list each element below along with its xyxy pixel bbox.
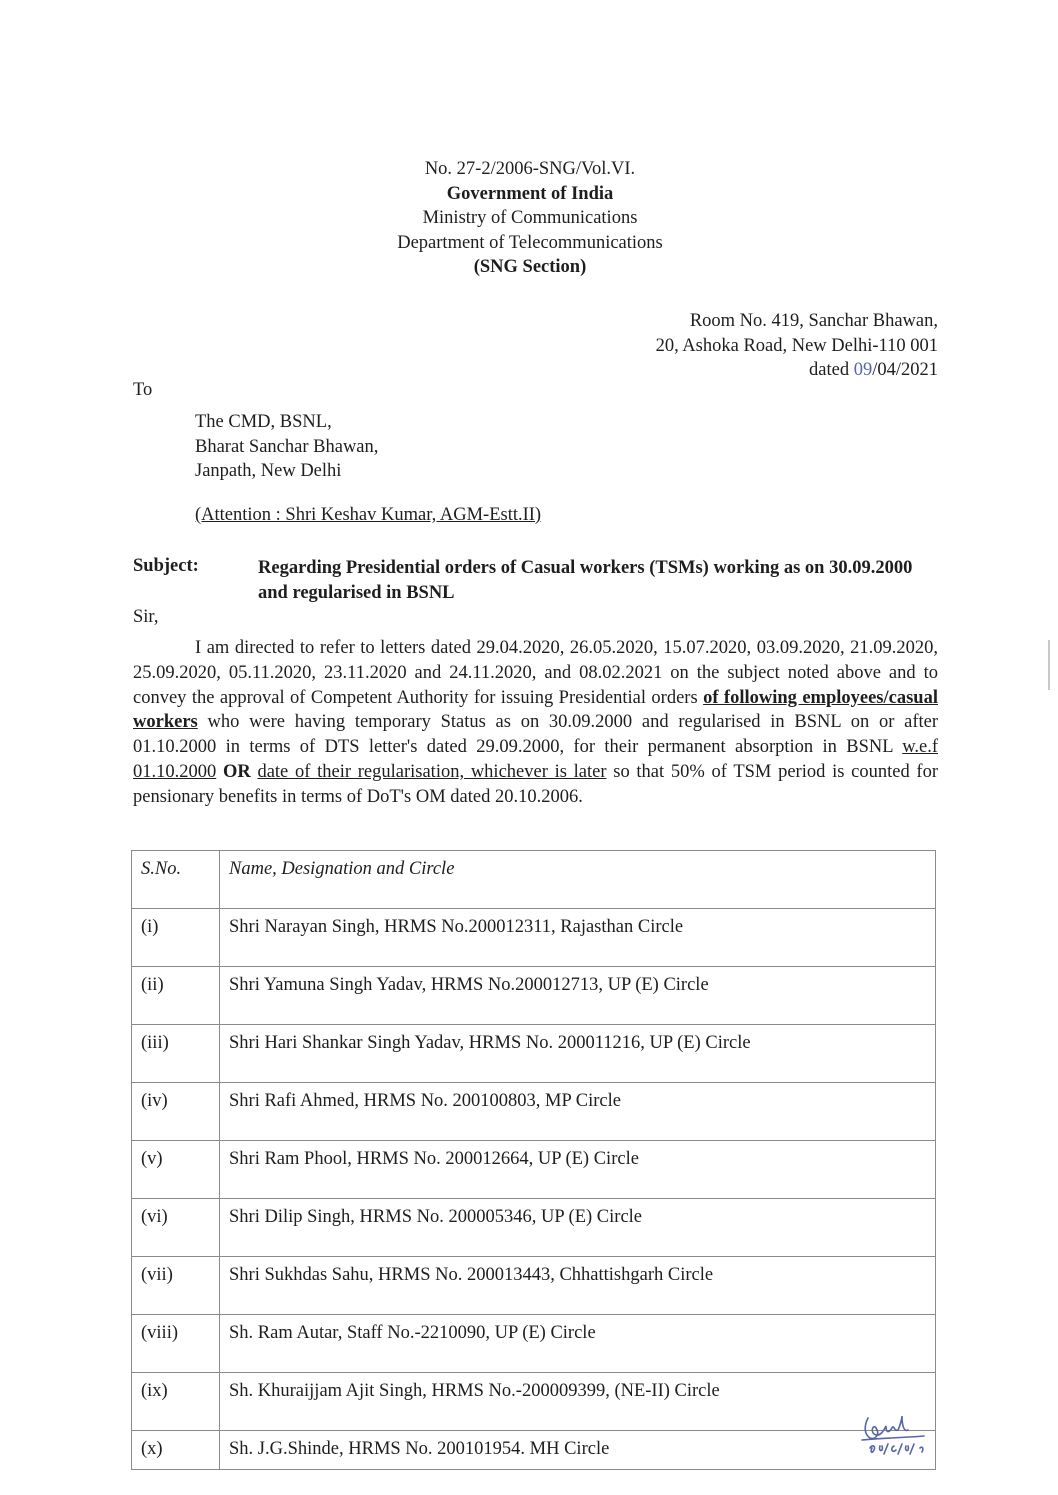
dated-prefix: dated <box>809 360 850 380</box>
body-part-3: so that 50% of TSM period is counted for pensionary benefits in terms of DoT's OM dated 20.10.2006. <box>133 761 938 807</box>
row-name: Shri Narayan Singh, HRMS No.200012311, Rajasthan Circle <box>220 909 936 967</box>
row-sno: (x) <box>132 1431 220 1470</box>
ministry-name: Ministry of Communications <box>422 208 638 228</box>
row-sno: (iv) <box>132 1083 220 1141</box>
salutation: Sir, <box>133 607 159 627</box>
table-row <box>132 1199 936 1257</box>
row-name: Sh. Khuraijjam Ajit Singh, HRMS No.-200009399, (NE-II) Circle <box>220 1373 936 1431</box>
employee-table <box>131 850 936 1470</box>
row-sno: (ii) <box>132 967 220 1025</box>
body-or: OR <box>216 761 258 782</box>
body-wef-date: w.e.f 01.10.2000 <box>133 737 938 782</box>
body-paragraph <box>133 636 938 810</box>
header-name: Name, Designation and Circle <box>220 851 936 909</box>
department-name: Department of Telecommunications <box>397 232 663 253</box>
table-row <box>132 909 936 967</box>
table-row <box>132 1141 936 1199</box>
dated-day: 09 <box>853 360 873 380</box>
row-sno: (vii) <box>132 1257 220 1315</box>
recipient-line-2: Bharat Sanchar Bhawan, <box>195 436 379 457</box>
recipient-line-1: The CMD, BSNL, <box>195 412 332 432</box>
row-sno: (ix) <box>132 1373 220 1431</box>
scan-edge-mark <box>1048 640 1050 690</box>
table-row <box>132 1431 936 1470</box>
header-sno: S.No. <box>132 851 220 909</box>
table-row <box>132 1083 936 1141</box>
to-label: To <box>133 380 153 400</box>
table-row <box>132 1025 936 1083</box>
row-sno: (vi) <box>132 1199 220 1257</box>
sender-address <box>560 309 938 383</box>
section-name: (SNG Section) <box>473 257 587 277</box>
row-sno: (i) <box>132 909 220 967</box>
dated-rest: /04/2021 <box>872 360 938 380</box>
row-sno: (v) <box>132 1141 220 1199</box>
address-line-2: 20, Ashoka Road, New Delhi-110 001 <box>655 335 938 356</box>
letter-date <box>560 358 938 383</box>
subject-text: Regarding Presidential orders of Casual workers (TSMs) working as on 30.09.2000 and regularised in BSNL <box>258 558 913 603</box>
address-line-1: Room No. 419, Sanchar Bhawan, <box>689 311 938 331</box>
row-sno: (viii) <box>132 1315 220 1373</box>
recipient-address <box>195 410 378 484</box>
body-part-2: who were having temporary Status as on 30.09.2000 and regularised in BSNL on or after 01.10.2000 in terms of DTS letter's dated 29.09.2000, for their permanent absorption in BSNL <box>133 712 938 758</box>
row-name: Sh. J.G.Shinde, HRMS No. 200101954. MH Circle <box>220 1431 936 1470</box>
attention-line: (Attention : Shri Keshav Kumar, AGM-Estt.II) <box>195 505 542 525</box>
table-row <box>132 1373 936 1431</box>
handwritten-signature <box>850 1408 940 1468</box>
file-number: No. 27-2/2006-SNG/Vol.VI. <box>424 159 636 179</box>
body-part-1: I am directed to refer to letters dated 29.04.2020, 26.05.2020, 15.07.2020, 03.09.2020, 21.09.2020, 25.09.2020, 05.11.2020, 23.11.2020 and 24.11.2020, and 08.02.2021 on the subject noted above and to convey the approval of Competent Authority for issuing Presidential orders <box>133 638 938 708</box>
body-regularisation-clause: date of their regularisation, whichever is later <box>257 761 607 782</box>
subject-label: Subject: <box>133 556 199 576</box>
row-name: Shri Dilip Singh, HRMS No. 200005346, UP (E) Circle <box>220 1199 936 1257</box>
table-row <box>132 967 936 1025</box>
table-header-row <box>132 851 936 909</box>
row-name: Shri Ram Phool, HRMS No. 200012664, UP (E) Circle <box>220 1141 936 1199</box>
table-row <box>132 1315 936 1373</box>
body-emphasis-employees: of following employees/casual workers <box>133 687 938 733</box>
table-row <box>132 1257 936 1315</box>
letter-header <box>300 157 760 280</box>
recipient-line-3: Janpath, New Delhi <box>195 461 342 481</box>
row-name: Shri Sukhdas Sahu, HRMS No. 200013443, Chhattishgarh Circle <box>220 1257 936 1315</box>
government-title: Government of India <box>446 183 614 204</box>
row-name: Shri Hari Shankar Singh Yadav, HRMS No. 200011216, UP (E) Circle <box>220 1025 936 1083</box>
row-name: Sh. Ram Autar, Staff No.-2210090, UP (E) Circle <box>220 1315 936 1373</box>
row-name: Shri Yamuna Singh Yadav, HRMS No.200012713, UP (E) Circle <box>220 967 936 1025</box>
row-name: Shri Rafi Ahmed, HRMS No. 200100803, MP Circle <box>220 1083 936 1141</box>
row-sno: (iii) <box>132 1025 220 1083</box>
